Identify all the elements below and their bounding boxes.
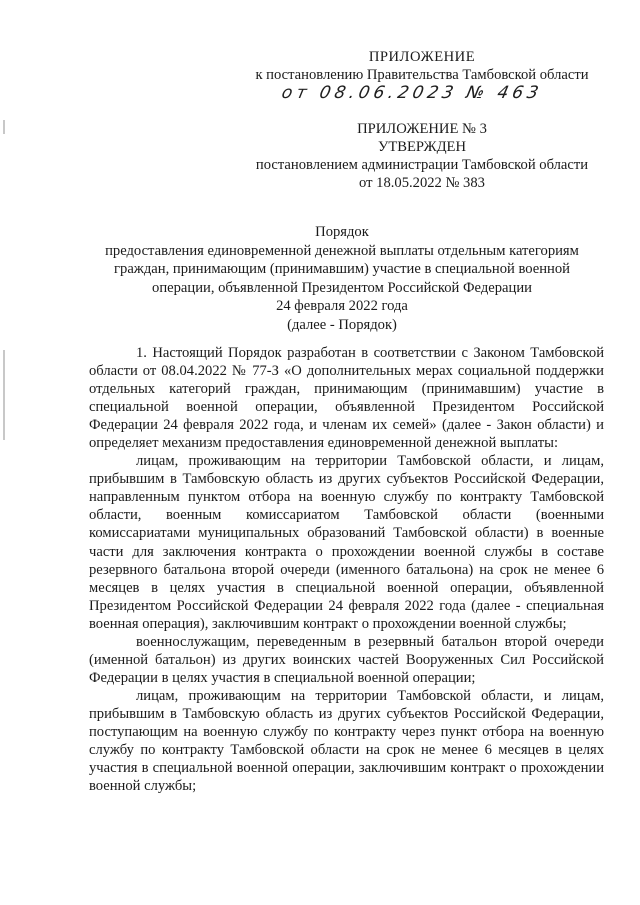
- appendix3-title: ПРИЛОЖЕНИЕ № 3: [357, 121, 487, 137]
- scan-margin-mark: [3, 350, 5, 440]
- body-paragraph: военнослужащим, переведенным в резервный батальон второй очереди (именной батальон) из других воинских частей Вооруженных Сил Российской Федерации в целях участия в специальной военной операции;: [89, 633, 604, 686]
- scan-margin-mark: [3, 120, 5, 134]
- body-paragraph: лицам, проживающим на территории Тамбовской области, и лицам, прибывшим в Тамбовскую область из других субъектов Российской Федерации, направленным пунктом отбора на военную службу по контракту Тамбовской области, военным комиссариатом Тамбовской области (военными комиссариатами муниципальных образований Тамбовской области) в военные части для заключения контракта о прохождении военной службы в составе резервного батальона второй очереди (именного батальона) на срок не менее 6 месяцев в целях участия в специальной военной операции, объявленной Президентом Российской Федерации 24 февраля 2022 года (далее - специальная военная операция), заключившим контракт о прохождении военной службы;: [89, 453, 604, 632]
- approved-date-line: от 18.05.2022 № 383: [359, 175, 485, 191]
- document-body: [89, 344, 604, 795]
- appendix-title: ПРИЛОЖЕНИЕ: [368, 49, 476, 65]
- document-subtitle-line: 24 февраля 2022 года: [276, 298, 408, 314]
- document-subtitle-line: предоставления единовременной денежной выплаты отдельным категориям: [105, 242, 579, 259]
- appendix-subtitle: к постановлению Правительства Тамбовской области: [255, 67, 589, 83]
- document-subtitle-line: граждан, принимающим (принимавшим) участие в специальной военной: [114, 261, 570, 277]
- body-paragraph: 1. Настоящий Порядок разработан в соответствии с Законом Тамбовской области от 08.04.2022 № 77-З «О дополнительных мерах социальной поддержки отдельных категорий граждан, принимающим (принимавшим) участие в специальной военной операции, объявленной Президентом Российской Федерации 24 февраля 2022 года, и членам их семей» (далее - Закон области) и определяет механизм предоставления единовременной денежной выплаты:: [89, 345, 604, 452]
- document-title-block: [92, 223, 592, 334]
- appendix3-header: [242, 120, 602, 192]
- approved-by-line: постановлением администрации Тамбовской области: [255, 157, 589, 173]
- handwritten-date-number: от 08.06.2023 № 463: [279, 83, 545, 103]
- document-subtitle-line: (далее - Порядок): [287, 316, 397, 333]
- approved-label: УТВЕРЖДЕН: [378, 139, 466, 155]
- document-title: Порядок: [315, 224, 369, 240]
- appendix-header: [242, 48, 602, 84]
- body-paragraph: лицам, проживающим на территории Тамбовской области, и лицам, прибывшим в Тамбовскую область из других субъектов Российской Федерации, поступающим на военную службу по контракту через пункт отбора на военную службу по контракту Тамбовской области на срок не менее 6 месяцев в целях участия в специальной военной операции, заключившим контракт о прохождении военной службы;: [89, 687, 604, 795]
- document-subtitle-line: операции, объявленной Президентом Российской Федерации: [152, 279, 532, 296]
